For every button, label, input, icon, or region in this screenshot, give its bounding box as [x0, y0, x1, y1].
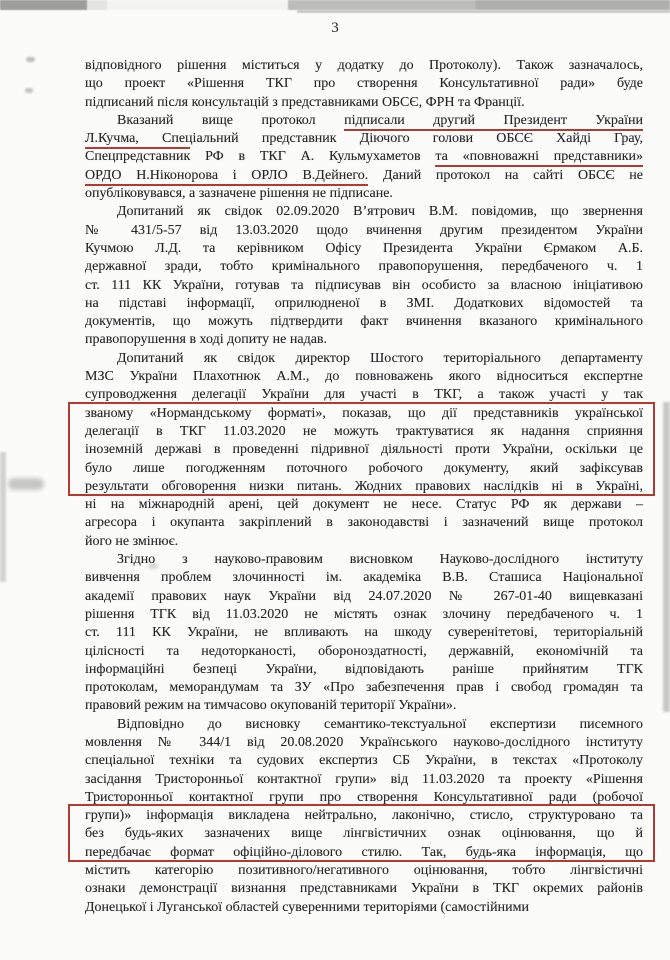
text-line — [85, 112, 643, 130]
text-line: без будь-яких зазначених вище лінгвістичних ознак оцінювання, що й — [85, 826, 643, 842]
text-line: передбачає формат офіційно-ділового стилю. Так, будь-яка інформація, що — [85, 844, 643, 860]
red-underline-annotation: та «повноважні представники» — [435, 149, 643, 167]
text-segment: Вказаний вище протокол — [117, 112, 345, 128]
red-box-annotation — [85, 807, 643, 862]
text-line: Допитаний як свідок 02.09.2020 В’ятрович В.М. повідомив, що звернення — [117, 204, 643, 220]
scan-artifact — [297, 10, 670, 13]
scan-artifact — [0, 452, 6, 582]
paragraph — [85, 551, 643, 716]
text-line: документів, що можуть підтвердити факт вчинення вказаного кримінального — [85, 314, 643, 330]
text-line: спеціальної техніки та судових експертиз СБ України, в текстах «Протоколу — [85, 753, 643, 769]
text-line: відповідного рішення міститься у додатку до Протоколу). Також зазначалось, — [85, 58, 643, 73]
text-line: Донецької і Луганської областей суверенними територіями (самостійними — [85, 899, 529, 915]
text-line: Кучмою Л.Д. та керівником Офісу Президента України Єрмаком А.Б. — [85, 240, 643, 256]
text-line: академії правових наук України від 24.07.2020 № 267-01-40 вищевказані — [85, 588, 643, 604]
paragraph — [85, 350, 643, 551]
text-segment: Даний протокол на сайті ОБСЄ не — [368, 167, 643, 183]
text-line: делегації в ТКГ 11.03.2020 не можуть трактуватися як надання сприяння — [85, 423, 643, 439]
text-line: № 431/5-57 від 13.03.2020 щодо вчинення другим президентом України — [85, 222, 643, 238]
red-underline-annotation: підписали другий Президент України — [344, 113, 643, 131]
paragraph — [85, 716, 643, 917]
text-line — [85, 130, 643, 148]
text-line: на підставі інформації, оприлюдненої в ЗМІ. Додаткових відомостей та — [85, 295, 643, 311]
text-line — [85, 167, 643, 185]
scan-artifact — [663, 402, 670, 712]
text-line: ні на міжнародній арені, цей документ не несе. Статус РФ як держави – — [85, 497, 643, 513]
text-line: було лише погодженням поточного робочого документу, який зафіксував — [85, 460, 643, 476]
text-line: іноземній державі в проведенні підривної діяльності проти України, оскільки це — [85, 442, 643, 458]
paragraph — [85, 203, 643, 349]
text-line: ст. 111 КК України, готував та підписував він особисто за власною ініціативою — [85, 277, 643, 293]
text-line: супроводження делегації України для участі в ТКГ, а також участі у так — [85, 387, 643, 403]
text-line: підписаний після консультацій з представниками ОБСЄ, ФРН та Франції. — [85, 94, 525, 110]
red-box-annotation — [85, 405, 643, 496]
text-line: МЗС України Плахотнюк А.М., до повноважень якого відноситься експертне — [85, 369, 643, 385]
text-line: що проект «Рішення ТКГ про створення Консультативної ради» буде — [85, 76, 643, 92]
text-line: правопорушення в ході допиту не надав. — [85, 332, 328, 348]
text-line: інформаційні безпеці України, відповідають раніше прийнятим ТГК — [85, 661, 643, 677]
scan-artifact — [25, 88, 33, 93]
scan-artifact — [8, 478, 44, 490]
text-line: засідання Тристоронньої контактної групи» від 11.03.2020 та проекту «Рішення — [85, 771, 643, 787]
text-line: ознаки демонстрації визнання представниками України в ТКГ окремих районів — [85, 881, 643, 897]
document-body — [85, 57, 643, 917]
text-line: державної зради, тобто кримінального правопорушення, передбаченого ч. 1 — [85, 259, 643, 275]
text-line: Відповідно до висновку семантико-текстуальної експертизи писемного — [117, 716, 643, 732]
text-line: Згідно з науково-правовим висновком Науково-дослідного інституту — [117, 552, 643, 568]
paragraph — [85, 112, 643, 203]
red-underline-annotation: ОРДО Н.Ніконорова і ОРЛО В.Дейнего. — [85, 168, 368, 186]
red-overline-annotation: Спецпредставник — [85, 149, 191, 165]
text-line: вивчення проблем злочинності ім. академіка В.В. Сташиса Національної — [85, 570, 643, 586]
text-line: Допитаний як свідок директор Шостого територіального департаменту — [117, 350, 643, 366]
text-line: Тристоронньої контактної групи про створення Консультативної ради (робочої — [85, 789, 643, 805]
scan-artifact — [26, 57, 35, 62]
text-line: званому «Нормандському форматі», показав, що дії представників української — [85, 405, 643, 421]
text-line: містить категорію позитивного/негативного оцінювання, тобто лінгвістичні — [85, 863, 643, 879]
text-segment: РФ в ТКГ А. Кульмухаметов — [190, 149, 436, 165]
text-line: рішення ТГК від 11.03.2020 не містять ознак злочину передбаченого ч. 1 — [85, 606, 643, 622]
text-line: результати обговорення низки питань. Жодних правових наслідків ні в Україні, — [85, 478, 643, 494]
red-underline-annotation: Л.Кучма, — [85, 131, 139, 149]
paragraph — [85, 57, 643, 112]
text-line: протоколам, меморандумам та ЗУ «Про забезпечення прав і свобод громадян та — [85, 680, 643, 696]
page-number: 3 — [331, 20, 339, 36]
text-line — [85, 148, 643, 166]
text-line: ст. 111 КК України, не впливають на шкоду суверенітетові, територіальній — [85, 625, 643, 641]
text-segment: Спеціальний представник Діючого голови ОБСЄ Хайді Грау, — [138, 131, 643, 147]
text-line: мовлення № 344/1 від 20.08.2020 Українського науково-дослідного інституту — [85, 734, 643, 750]
scan-artifact — [0, 0, 670, 10]
text-line: опубліковувався, а зазначене рішення не підписане. — [85, 186, 393, 202]
text-line: правовий режим на тимчасово окупованій території України». — [85, 698, 457, 714]
text-line: групи)» інформація викладена нейтрально, лаконічно, стисло, структуровано та — [85, 808, 643, 824]
text-line: цілісності та недоторканості, обороноздатності, державній, економічній та — [85, 643, 643, 659]
text-line: агресора і окупанта закріплений в законодавстві і зазначений вище протокол — [85, 515, 643, 531]
text-line: його не змінює. — [85, 533, 179, 549]
